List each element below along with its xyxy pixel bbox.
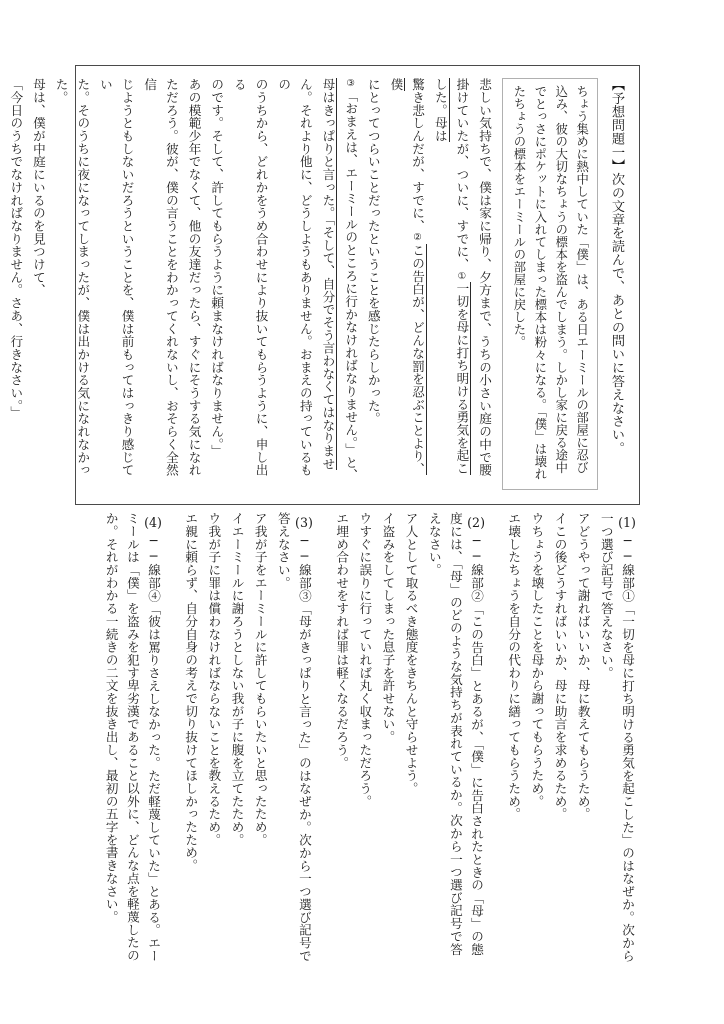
- question-stem: [273, 512, 315, 964]
- answer-choice[interactable]: [526, 512, 547, 964]
- underlined-phrase-2: この告白が、どんな罰を忍ぶことより、僕: [388, 78, 426, 475]
- answer-choice[interactable]: [503, 512, 524, 964]
- passage-inner: [8, 66, 639, 504]
- answer-choice[interactable]: [549, 512, 570, 964]
- choice-mark: イ: [229, 512, 245, 525]
- choice-text: 盗みをしてしまった息子を許せない。: [380, 524, 396, 744]
- passage-column: ん。それより他に、どうしようもありません。おまえの持っているもの: [276, 78, 313, 477]
- question-stem: [424, 512, 487, 964]
- passage-frame: [8, 65, 640, 505]
- choice-mark: エ: [183, 512, 199, 525]
- passage-column: 悲しい気持ちで、僕は家に帰り、夕方まで、うちの小さい庭の中で腰: [477, 78, 493, 477]
- passage-column: [0, 78, 4, 486]
- passage-column-text: 掛けていたが、ついに、すでに、: [454, 78, 470, 271]
- question-stem: [101, 512, 164, 964]
- passage-column: のうちから、どれかをうめ合わせにより抜いてもらうように、申し出る: [231, 78, 269, 477]
- passage-column: [429, 78, 472, 486]
- passage-column: 母は、僕が中庭にいるのを見つけて、: [30, 78, 46, 297]
- choice-text: ちょうを壊したことを母から謝ってもらうため。: [529, 524, 545, 808]
- choice-mark: エ: [334, 512, 350, 525]
- choice-mark: イ: [552, 512, 568, 525]
- choice-mark: ア: [575, 512, 591, 525]
- question-item: [501, 512, 638, 964]
- choice-mark: イ: [380, 512, 396, 525]
- passage-column-text: 「おまえは、エーミールのところに行かなければなりません。」と、: [343, 89, 359, 482]
- answer-choice[interactable]: [203, 512, 224, 964]
- choice-text: 埋め合わせをすれば罪は軽くなるだろう。: [334, 524, 350, 770]
- choice-text: 人として取るべき態度をきちんと守らせよう。: [403, 524, 419, 795]
- passage-column: [317, 78, 339, 486]
- choice-mark: ウ: [529, 512, 545, 525]
- answer-choice[interactable]: [354, 512, 375, 964]
- choice-text: 我が子に罪は償わなければならないことを教えるため。: [206, 524, 222, 847]
- answer-choice[interactable]: [400, 512, 421, 964]
- ref-marker-1: ①: [456, 270, 468, 283]
- choice-text: どうやって謝ればいいか、母に教えてもらうため。: [575, 524, 591, 821]
- question-stem-text: ──線部①「一切を母に打ち明ける勇気を起こした」のはなぜか。次から一つ選び記号で答えなさい。: [598, 512, 635, 963]
- choice-text: 我が子をエーミールに許してもらいたいと思ったため。: [252, 524, 268, 847]
- passage-summary-box: [502, 78, 598, 490]
- passage-column: [385, 78, 428, 486]
- passage-column: あの模範少年でなくて、他の友達だったら、すぐにそうする気になれ: [186, 78, 202, 477]
- question-item: [99, 512, 164, 964]
- passage-column: 「今日のうちでなければなりません。さあ、行きなさい。」: [8, 78, 24, 419]
- ref-marker-3: ③: [345, 78, 357, 90]
- choice-text: 親に頼らず、自分自身の考えで切り抜けてほしかったため。: [183, 524, 199, 872]
- choice-mark: ア: [403, 512, 419, 525]
- choice-text: エーミールに謝ろうとしない我が子に腹を立てたため。: [229, 524, 245, 847]
- question-item: [329, 512, 487, 964]
- choice-text: 壊したちょうを自分の代わりに繕ってもらうため。: [506, 524, 522, 821]
- answer-choice[interactable]: [226, 512, 247, 964]
- choice-mark: ア: [252, 512, 268, 525]
- choice-mark: エ: [506, 512, 522, 525]
- passage-column: にとってつらいことだったということを感じたらしかった。: [365, 78, 381, 426]
- underlined-phrase-1: 一切を母に打ち明ける勇気を起こした。母は: [432, 78, 470, 475]
- answer-choice[interactable]: [180, 512, 201, 964]
- passage-column: のです。そして、許してもらうように頼まなければなりません。」: [209, 78, 225, 458]
- question-number: (1): [618, 515, 636, 530]
- passage-column: た。そのうちに夜になってしまったが、僕は出かける気になれなかった。: [53, 78, 91, 477]
- passage-column: ただろう。彼が、僕の言うことをわかってくれないし、おそらく全然信: [142, 78, 179, 477]
- answer-choice[interactable]: [331, 512, 352, 964]
- question-stem-text: ──線部④「彼は罵りさえしなかった。ただ軽蔑していた」とある。エーミールは「僕」を盗みを犯す卑劣漢であること以外に、どんな点を軽蔑したのか。それがわかる一続きの二文を抜き出し、最初の五字を書きなさい。: [103, 512, 162, 963]
- choice-mark: ウ: [206, 512, 222, 525]
- questions-section: [86, 512, 638, 982]
- page-title: 【予想問題一】次の文章を読んで、あとの問いに答えなさい。: [609, 78, 624, 455]
- answer-choice[interactable]: [250, 512, 271, 964]
- passage-column: じようともしないだろうということを、僕は前もってはっきり感じてい: [97, 78, 135, 477]
- question-item: [178, 512, 315, 964]
- choice-text: この後どうすればいいか、母に助言を求めるため。: [552, 524, 568, 821]
- answer-choice[interactable]: [377, 512, 398, 964]
- choice-mark: ウ: [357, 512, 373, 525]
- question-stem-text: ──線部②「この告白」とあるが、「僕」に告白されたときの「母」の態度には、「母」のどのような気持ちが表れているか。次から一つ選び記号で答えなさい。: [426, 512, 485, 956]
- question-stem-text: ──線部③「母がきっぱりと言った」のはなぜか。次から一つ選び記号で答えなさい。: [275, 512, 312, 963]
- choice-text: すぐに誤りに行っていれば丸く収まっただろう。: [357, 524, 373, 808]
- question-stem: [596, 512, 638, 964]
- passage-column: [339, 78, 361, 486]
- underlined-phrase-3: 母はきっぱりと言った。「そして、自分でそう言わなくてはなりませ: [320, 78, 336, 471]
- question-number: (4): [144, 515, 162, 530]
- answer-choice[interactable]: [573, 512, 594, 964]
- question-number: (3): [295, 515, 313, 530]
- passage-summary-text: ちょう集めに熱中していた「僕」は、ある日エーミールの部屋に忍び込み、彼の大切なちょうの標本を盗んでしまう。しかし家に戻る途中でとっさにポケットに入れてしまった標本は粉々になる。「僕」は壊れたちょうの標本をエーミールの部屋に戻した。: [511, 85, 589, 481]
- question-number: (2): [467, 515, 485, 530]
- passage-column-text: 驚き悲しんだが、すでに、: [410, 78, 426, 233]
- ref-marker-2: ②: [412, 232, 424, 244]
